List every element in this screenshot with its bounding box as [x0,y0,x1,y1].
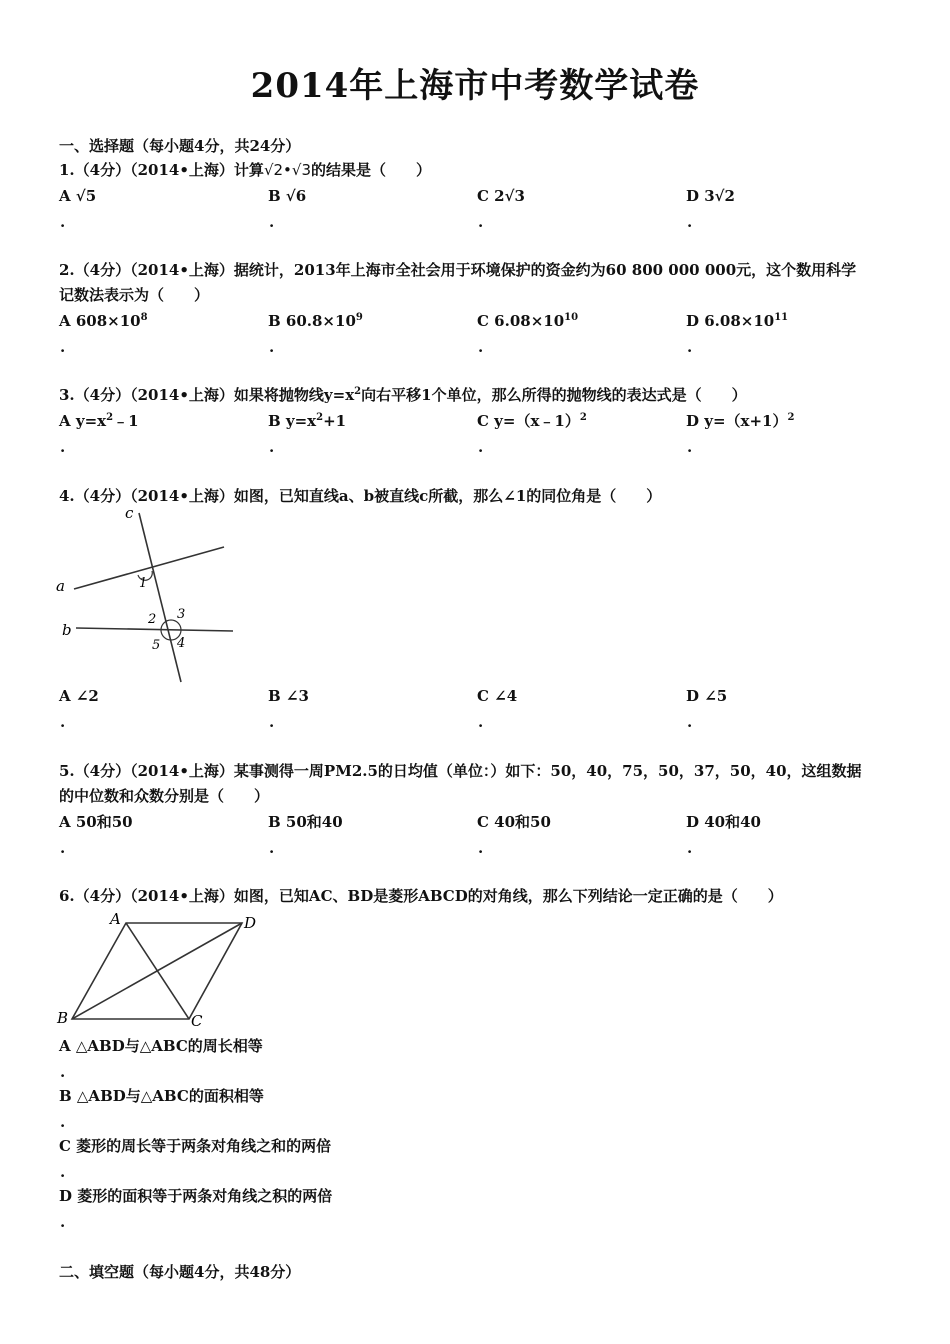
q6-figure-rhombus [50,908,265,1030]
vertex-a: A [110,910,121,928]
question-1-expression: √2•√3 [263,161,311,179]
q2-dot-a: . [60,338,66,356]
label-angle-5: 5 [152,638,161,653]
q5-dot-c: . [478,839,484,857]
label-angle-4: 4 [177,636,186,651]
q5-option-a[interactable]: A 50和50 [59,813,133,831]
label-c: c [125,505,134,522]
q3-option-b-exp: 2 [316,412,324,423]
q5-dot-a: . [60,839,66,857]
question-2-line-1: 2.（4分）（2014•上海）据统计，2013年上海市全社会用于环境保护的资金约为60 800 000 000元，这个数用科学 [59,261,857,279]
question-4: 4.（4分）（2014•上海）如图，已知直线a、b被直线c所截，那么∠1的同位角是（ ） [59,487,662,505]
q1-option-c[interactable]: C 2√3 [477,187,525,205]
vertex-d: D [244,914,257,932]
q2-dot-c: . [478,338,484,356]
label-angle-3: 3 [177,607,186,622]
q2-dot-d: . [687,338,693,356]
q3-option-c-text: C y=（x﹣1） [477,412,580,430]
q5-dot-b: . [269,839,275,857]
q2-option-d[interactable] [686,310,788,332]
page-title: 2014年上海市中考数学试卷 [250,66,700,106]
q2-option-b[interactable] [268,310,363,332]
q5-option-b[interactable]: B 50和40 [268,813,343,831]
q6-dot-b: . [60,1113,66,1131]
q3-option-d-text: D y=（x+1） [686,412,788,430]
question-5-line-2: 的中位数和众数分别是（ ） [59,787,270,805]
q4-option-b[interactable]: B ∠3 [268,687,309,705]
q3-option-a-exp: 2 [106,412,114,423]
q4-option-d[interactable]: D ∠5 [686,687,728,705]
question-1 [59,159,431,181]
vertex-c: C [191,1012,203,1030]
question-5-line-1: 5.（4分）（2014•上海）某事测得一周PM2.5的日均值（单位：）如下：50，40，75，50，37，50，40，这组数据 [59,762,862,780]
q2-option-a-exp: 8 [140,312,148,323]
q4-dot-b: . [269,713,275,731]
q2-option-c[interactable] [477,310,578,332]
q2-option-c-base: C 6.08×10 [477,312,565,330]
q5-option-c[interactable]: C 40和50 [477,813,551,831]
diagonal-bd [72,923,242,1019]
line-b [76,628,233,631]
question-3-text-a: 3.（4分）（2014•上海）如果将抛物线y=x [59,386,355,404]
q3-option-b-tail: +1 [323,412,347,430]
vertex-b: B [57,1009,69,1027]
q2-option-d-base: D 6.08×10 [686,312,775,330]
section-heading-choice: 一、选择题（每小题4分，共24分） [59,137,301,155]
label-b: b [62,621,72,639]
q3-dot-c: . [478,438,484,456]
q5-option-d[interactable]: D 40和40 [686,813,761,831]
q1-dot-b: . [269,213,275,231]
q3-option-b[interactable] [268,410,346,432]
line-c [139,513,181,682]
q6-option-c[interactable]: C 菱形的周长等于两条对角线之和的两倍 [59,1137,332,1155]
question-3-exp: 2 [354,386,362,397]
q3-option-a-text: A y=x [59,412,107,430]
question-2-line-2: 记数法表示为（ ） [59,286,210,304]
q3-dot-a: . [60,438,66,456]
q3-option-b-text: B y=x [268,412,317,430]
question-1-prefix: 1.（4分）（2014•上海）计算 [59,161,264,179]
q4-dot-c: . [478,713,484,731]
q1-option-a[interactable]: A √5 [59,187,97,205]
q4-dot-a: . [60,713,66,731]
question-3-text-b: 向右平移1个单位，那么所得的抛物线的表达式是（ ） [361,386,747,404]
label-angle-1: 1 [139,576,148,591]
q6-option-d[interactable]: D 菱形的面积等于两条对角线之积的两倍 [59,1187,333,1205]
q6-dot-c: . [60,1163,66,1181]
q2-dot-b: . [269,338,275,356]
q2-option-a[interactable] [59,310,148,332]
q6-dot-d: . [60,1213,66,1231]
q3-dot-d: . [687,438,693,456]
question-3 [59,384,747,406]
question-6: 6.（4分）（2014•上海）如图，已知AC、BD是菱形ABCD的对角线，那么下列结论一定正确的是（ ） [59,887,783,905]
q4-option-c[interactable]: C ∠4 [477,687,518,705]
q2-option-d-exp: 11 [774,312,789,323]
q3-dot-b: . [269,438,275,456]
q1-dot-a: . [60,213,66,231]
label-angle-2: 2 [148,612,157,627]
q1-dot-d: . [687,213,693,231]
q6-option-b[interactable]: B △ABD与△ABC的面积相等 [59,1087,264,1105]
q4-dot-d: . [687,713,693,731]
q1-option-d[interactable]: D 3√2 [686,187,735,205]
q2-option-a-base: A 608×10 [59,312,141,330]
section-heading-fill-blank: 二、填空题（每小题4分，共48分） [59,1263,301,1281]
q6-option-a[interactable]: A △ABD与△ABC的周长相等 [59,1037,263,1055]
q2-option-c-exp: 10 [564,312,579,323]
q2-option-b-exp: 9 [355,312,363,323]
q3-option-a-tail: ﹣1 [113,412,139,430]
q3-option-d-exp: 2 [787,412,795,423]
q3-option-d[interactable] [686,410,794,432]
q4-figure-lines [50,505,245,687]
q5-dot-d: . [687,839,693,857]
q1-option-b[interactable]: B √6 [268,187,307,205]
question-1-suffix: 的结果是（ ） [311,161,432,179]
q3-option-a[interactable] [59,410,139,432]
q4-option-a[interactable]: A ∠2 [59,687,99,705]
q6-dot-a: . [60,1063,66,1081]
q2-option-b-base: B 60.8×10 [268,312,356,330]
q1-dot-c: . [478,213,484,231]
label-a: a [56,577,65,595]
q3-option-c[interactable] [477,410,587,432]
q3-option-c-exp: 2 [579,412,587,423]
